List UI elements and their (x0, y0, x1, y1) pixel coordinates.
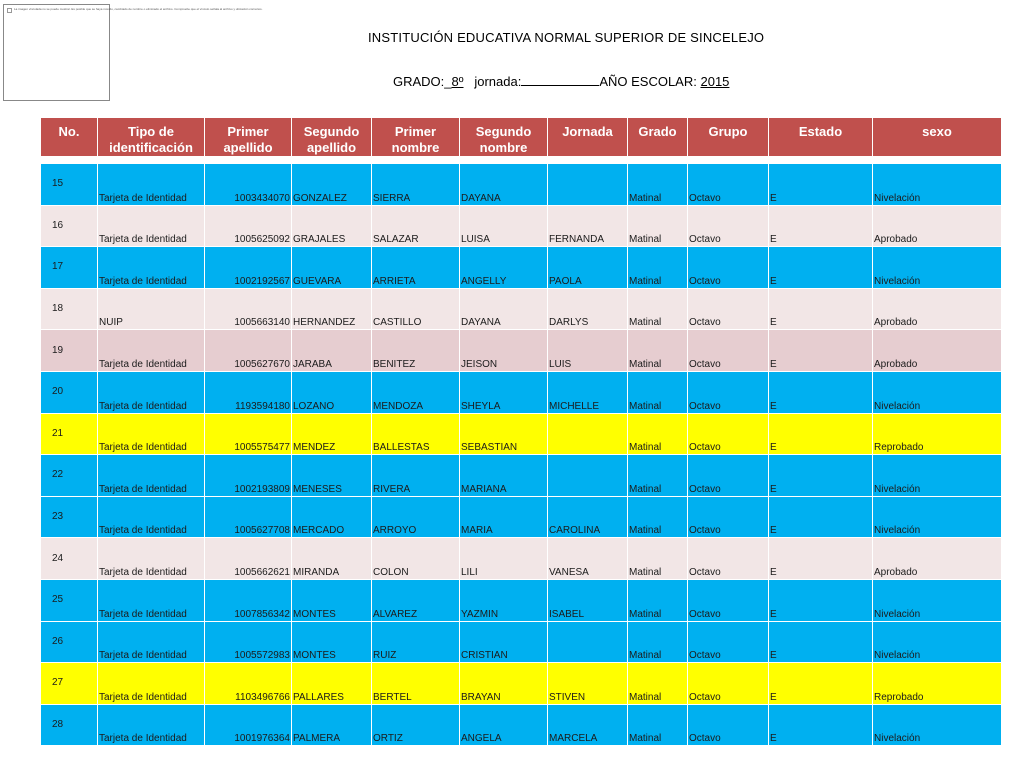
cell-estado: Nivelación (873, 164, 1002, 206)
cell-segundo-apellido: ARRIETA (372, 247, 460, 289)
table-header-row (41, 118, 1002, 157)
cell-grupo: E (769, 663, 873, 705)
cell-segundo-apellido: SIERRA (372, 164, 460, 206)
cell-grado: Octavo (688, 330, 769, 372)
cell-segundo-apellido: ALVAREZ (372, 579, 460, 621)
cell-jornada: Matinal (628, 621, 688, 663)
cell-estado: Aprobado (873, 538, 1002, 580)
cell-no: 17 (41, 247, 98, 289)
cell-primer-apellido: GRAJALES (292, 205, 372, 247)
cell-primer-nombre: SHEYLA (460, 371, 548, 413)
cell-primer-nombre: DAYANA (460, 164, 548, 206)
cell-segundo-apellido: BERTEL (372, 663, 460, 705)
cell-grupo: E (769, 455, 873, 497)
cell-tipo-identificacion: Tarjeta de Identidad (98, 621, 205, 663)
cell-grupo: E (769, 538, 873, 580)
cell-grado: Octavo (688, 704, 769, 746)
col-primer-nombre-header: Primer nombre (372, 118, 460, 157)
cell-grado: Octavo (688, 496, 769, 538)
jornada-blank (521, 74, 599, 86)
cell-segundo-nombre (548, 621, 628, 663)
cell-documento: 1193594180 (205, 371, 292, 413)
spacer-cell (628, 157, 688, 164)
cell-no: 16 (41, 205, 98, 247)
cell-primer-apellido: MONTES (292, 621, 372, 663)
table-row (41, 330, 1002, 372)
cell-jornada: Matinal (628, 413, 688, 455)
anio-value: 2015 (700, 74, 730, 89)
cell-jornada: Matinal (628, 455, 688, 497)
cell-segundo-nombre (548, 413, 628, 455)
col-grado-header: Grado (628, 118, 688, 157)
cell-primer-apellido: LOZANO (292, 371, 372, 413)
cell-estado: Reprobado (873, 413, 1002, 455)
grade-line (393, 74, 729, 89)
cell-grado: Octavo (688, 538, 769, 580)
cell-jornada: Matinal (628, 704, 688, 746)
cell-documento: 1002192567 (205, 247, 292, 289)
cell-jornada: Matinal (628, 205, 688, 247)
cell-tipo-identificacion: Tarjeta de Identidad (98, 496, 205, 538)
cell-no: 20 (41, 371, 98, 413)
grado-label: GRADO:_ (393, 74, 452, 89)
cell-segundo-nombre: PAOLA (548, 247, 628, 289)
cell-grupo: E (769, 704, 873, 746)
cell-grado: Octavo (688, 621, 769, 663)
cell-tipo-identificacion: Tarjeta de Identidad (98, 205, 205, 247)
cell-grupo: E (769, 579, 873, 621)
cell-documento: 1001976364 (205, 704, 292, 746)
cell-estado: Nivelación (873, 247, 1002, 289)
table-row (41, 247, 1002, 289)
table-row (41, 413, 1002, 455)
cell-primer-apellido: MENESES (292, 455, 372, 497)
table-row (41, 455, 1002, 497)
cell-tipo-identificacion: Tarjeta de Identidad (98, 538, 205, 580)
cell-tipo-identificacion: Tarjeta de Identidad (98, 704, 205, 746)
cell-grupo: E (769, 621, 873, 663)
student-roster-table (40, 117, 1002, 746)
cell-grupo: E (769, 371, 873, 413)
cell-tipo-identificacion: Tarjeta de Identidad (98, 413, 205, 455)
cell-segundo-nombre: ISABEL (548, 579, 628, 621)
spacer-cell (292, 157, 372, 164)
cell-primer-nombre: LILI (460, 538, 548, 580)
cell-estado: Nivelación (873, 704, 1002, 746)
cell-estado: Nivelación (873, 371, 1002, 413)
cell-primer-nombre: LUISA (460, 205, 548, 247)
table-row (41, 538, 1002, 580)
table-row (41, 496, 1002, 538)
cell-jornada: Matinal (628, 371, 688, 413)
cell-grupo: E (769, 164, 873, 206)
cell-no: 21 (41, 413, 98, 455)
cell-primer-nombre: DAYANA (460, 288, 548, 330)
col-segundo-apellido-header: Segundo apellido (292, 118, 372, 157)
cell-primer-nombre: MARIANA (460, 455, 548, 497)
cell-grupo: E (769, 496, 873, 538)
col-sexo-header: sexo (873, 118, 1002, 157)
spacer-cell (688, 157, 769, 164)
cell-segundo-apellido: RIVERA (372, 455, 460, 497)
cell-no: 22 (41, 455, 98, 497)
cell-documento: 1003434070 (205, 164, 292, 206)
cell-tipo-identificacion: Tarjeta de Identidad (98, 579, 205, 621)
cell-no: 15 (41, 164, 98, 206)
cell-grado: Octavo (688, 663, 769, 705)
cell-estado: Nivelación (873, 496, 1002, 538)
cell-primer-nombre: BRAYAN (460, 663, 548, 705)
cell-primer-apellido: HERNANDEZ (292, 288, 372, 330)
cell-grado: Octavo (688, 164, 769, 206)
cell-estado: Nivelación (873, 579, 1002, 621)
col-jornada-header: Jornada (548, 118, 628, 157)
cell-documento: 1005662621 (205, 538, 292, 580)
cell-segundo-apellido: RUIZ (372, 621, 460, 663)
cell-primer-nombre: ANGELA (460, 704, 548, 746)
cell-segundo-apellido: COLON (372, 538, 460, 580)
col-no-header: No. (41, 118, 98, 157)
cell-grupo: E (769, 247, 873, 289)
cell-documento: 1005627708 (205, 496, 292, 538)
cell-tipo-identificacion: Tarjeta de Identidad (98, 455, 205, 497)
cell-primer-apellido: JARABA (292, 330, 372, 372)
cell-segundo-apellido: SALAZAR (372, 205, 460, 247)
col-primer-apellido-header: Primer apellido (205, 118, 292, 157)
cell-estado: Nivelación (873, 621, 1002, 663)
table-row (41, 621, 1002, 663)
table-row (41, 704, 1002, 746)
school-title: INSTITUCIÓN EDUCATIVA NORMAL SUPERIOR DE SINCELEJO (368, 30, 765, 45)
cell-no: 23 (41, 496, 98, 538)
cell-primer-nombre: CRISTIAN (460, 621, 548, 663)
cell-grupo: E (769, 288, 873, 330)
spacer-cell (548, 157, 628, 164)
broken-image-text: La imagen vinculada no se puede mostrar. Es posible que se haya movido, cambiado de nombre o eliminado el archivo. Compruebe que el vínculo señala al archivo y ubicación correctos. (14, 7, 263, 11)
cell-tipo-identificacion: Tarjeta de Identidad (98, 663, 205, 705)
cell-segundo-apellido: ORTIZ (372, 704, 460, 746)
cell-no: 27 (41, 663, 98, 705)
cell-tipo-identificacion: Tarjeta de Identidad (98, 330, 205, 372)
cell-no: 24 (41, 538, 98, 580)
cell-segundo-nombre (548, 164, 628, 206)
cell-primer-nombre: YAZMIN (460, 579, 548, 621)
table-row (41, 288, 1002, 330)
cell-jornada: Matinal (628, 288, 688, 330)
spacer-cell (41, 157, 98, 164)
cell-segundo-nombre: MARCELA (548, 704, 628, 746)
cell-no: 19 (41, 330, 98, 372)
cell-documento: 1005575477 (205, 413, 292, 455)
spacer-cell (769, 157, 873, 164)
broken-image-icon (7, 8, 12, 13)
cell-primer-apellido: GONZALEZ (292, 164, 372, 206)
table-row (41, 371, 1002, 413)
cell-documento: 1005663140 (205, 288, 292, 330)
anio-label: AÑO ESCOLAR: (599, 74, 697, 89)
cell-estado: Aprobado (873, 205, 1002, 247)
cell-documento: 1002193809 (205, 455, 292, 497)
cell-grupo: E (769, 330, 873, 372)
cell-tipo-identificacion: Tarjeta de Identidad (98, 164, 205, 206)
cell-tipo-identificacion: Tarjeta de Identidad (98, 247, 205, 289)
cell-jornada: Matinal (628, 164, 688, 206)
cell-segundo-nombre: MICHELLE (548, 371, 628, 413)
cell-segundo-nombre (548, 455, 628, 497)
cell-jornada: Matinal (628, 496, 688, 538)
table-row (41, 663, 1002, 705)
cell-grupo: E (769, 413, 873, 455)
cell-grado: Octavo (688, 455, 769, 497)
cell-segundo-nombre: DARLYS (548, 288, 628, 330)
cell-primer-apellido: MERCADO (292, 496, 372, 538)
cell-segundo-nombre: CAROLINA (548, 496, 628, 538)
spacer-cell (460, 157, 548, 164)
cell-segundo-nombre: STIVEN (548, 663, 628, 705)
cell-tipo-identificacion: Tarjeta de Identidad (98, 371, 205, 413)
cell-segundo-nombre: VANESA (548, 538, 628, 580)
cell-primer-nombre: ANGELLY (460, 247, 548, 289)
spacer-cell (98, 157, 205, 164)
col-grupo-header: Grupo (688, 118, 769, 157)
cell-primer-nombre: SEBASTIAN (460, 413, 548, 455)
cell-no: 26 (41, 621, 98, 663)
cell-segundo-nombre: FERNANDA (548, 205, 628, 247)
cell-no: 18 (41, 288, 98, 330)
cell-jornada: Matinal (628, 247, 688, 289)
col-segundo-nombre-header: Segundo nombre (460, 118, 548, 157)
cell-estado: Aprobado (873, 288, 1002, 330)
spacer-cell (372, 157, 460, 164)
cell-grado: Octavo (688, 247, 769, 289)
jornada-label: jornada: (474, 74, 522, 89)
cell-documento: 1005572983 (205, 621, 292, 663)
spacer-cell (205, 157, 292, 164)
cell-documento: 1103496766 (205, 663, 292, 705)
cell-documento: 1007856342 (205, 579, 292, 621)
cell-no: 25 (41, 579, 98, 621)
table-row (41, 164, 1002, 206)
cell-segundo-apellido: CASTILLO (372, 288, 460, 330)
cell-jornada: Matinal (628, 663, 688, 705)
table-row (41, 579, 1002, 621)
cell-primer-apellido: GUEVARA (292, 247, 372, 289)
logo-image-placeholder (3, 4, 263, 101)
cell-grado: Octavo (688, 288, 769, 330)
col-tipo-identificacion-header: Tipo de identificación (98, 118, 205, 157)
grado-value: 8º (451, 74, 464, 89)
cell-primer-apellido: PALMERA (292, 704, 372, 746)
cell-tipo-identificacion: NUIP (98, 288, 205, 330)
table-row (41, 205, 1002, 247)
cell-grado: Octavo (688, 579, 769, 621)
spacer-cell (873, 157, 1002, 164)
cell-no: 28 (41, 704, 98, 746)
cell-segundo-apellido: BALLESTAS (372, 413, 460, 455)
cell-segundo-apellido: ARROYO (372, 496, 460, 538)
cell-estado: Aprobado (873, 330, 1002, 372)
header-spacer-row (41, 157, 1002, 164)
cell-jornada: Matinal (628, 330, 688, 372)
cell-grado: Octavo (688, 205, 769, 247)
cell-primer-apellido: MONTES (292, 579, 372, 621)
cell-grupo: E (769, 205, 873, 247)
cell-estado: Nivelación (873, 455, 1002, 497)
cell-primer-apellido: MIRANDA (292, 538, 372, 580)
cell-primer-nombre: MARIA (460, 496, 548, 538)
cell-estado: Reprobado (873, 663, 1002, 705)
cell-segundo-apellido: BENITEZ (372, 330, 460, 372)
cell-jornada: Matinal (628, 538, 688, 580)
cell-grado: Octavo (688, 371, 769, 413)
cell-primer-nombre: JEISON (460, 330, 548, 372)
cell-primer-apellido: MENDEZ (292, 413, 372, 455)
cell-jornada: Matinal (628, 579, 688, 621)
cell-grado: Octavo (688, 413, 769, 455)
cell-segundo-apellido: MENDOZA (372, 371, 460, 413)
cell-documento: 1005627670 (205, 330, 292, 372)
cell-segundo-nombre: LUIS (548, 330, 628, 372)
cell-primer-apellido: PALLARES (292, 663, 372, 705)
col-estado-header: Estado (769, 118, 873, 157)
cell-documento: 1005625092 (205, 205, 292, 247)
